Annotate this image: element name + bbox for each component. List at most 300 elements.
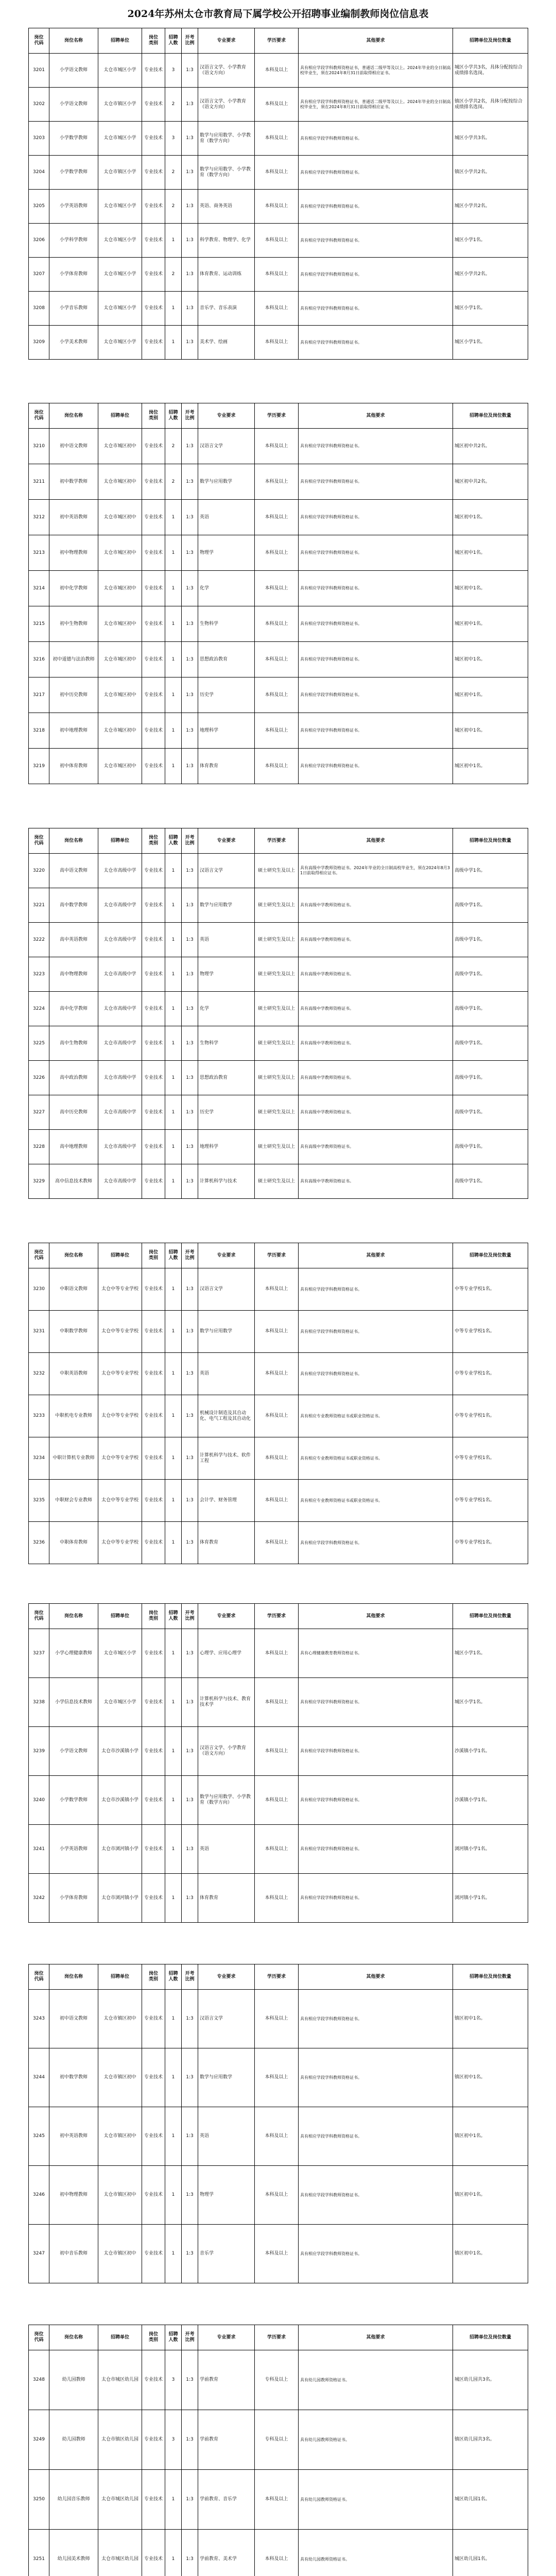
table-cell: 小学数学教师 [49, 122, 98, 156]
table-cell: 太仓市镇区初中 [98, 2225, 142, 2283]
table-cell: 硕士研究生及以上 [255, 1026, 299, 1061]
column-header: 招聘单位及岗位数量 [453, 403, 528, 429]
table-cell: 太仓中等专业学校 [98, 1437, 142, 1480]
table-cell: 1:3 [182, 258, 198, 292]
table-cell: 高中化学教师 [49, 992, 98, 1026]
table-cell: 1:3 [182, 571, 198, 606]
column-header: 专业要求 [198, 1964, 255, 1990]
table-cell: 数学与应用数学 [198, 464, 255, 500]
table-cell: 具有相应学段学科教师资格证书。 [299, 1727, 453, 1776]
table-cell: 心理学、应用心理学 [198, 1629, 255, 1678]
table-cell: 1:3 [182, 1353, 198, 1395]
table-cell: 具有相应学段学科教师资格证书。 [299, 642, 453, 677]
table-cell: 城区小学共3名，具体分配按综合成绩排名选岗。 [453, 54, 528, 88]
table-cell: 本科及以上 [255, 749, 299, 784]
table-row [29, 1990, 528, 2048]
table-row [29, 464, 528, 500]
document-title: 2024年苏州太仓市教育局下属学校公开招聘事业编制教师岗位信息表 [127, 8, 429, 20]
table-cell: 计算机科学与技术、软件工程 [198, 1437, 255, 1480]
column-header: 岗位名称 [49, 403, 98, 429]
table-cell: 太仓市镇区初中 [98, 1990, 142, 2048]
table-cell: 太仓市城区初中 [98, 429, 142, 464]
table-cell: 初中历史教师 [49, 677, 98, 713]
table-cell: 具有高级中学教师资格证书。 [299, 1061, 453, 1095]
column-header: 其他要求 [299, 828, 453, 854]
table-cell: 3208 [29, 292, 49, 326]
table-cell: 本科及以上 [255, 1437, 299, 1480]
table-cell: 物理学 [198, 957, 255, 992]
table-cell: 硕士研究生及以上 [255, 1130, 299, 1164]
table-cell: 城区初中1名。 [453, 500, 528, 535]
table-row [29, 88, 528, 122]
table-cell: 城区小学1名。 [453, 1629, 528, 1678]
table-cell: 本科及以上 [255, 1311, 299, 1353]
table-cell: 具有相应学段学科教师资格证书。 [299, 1268, 453, 1311]
column-header: 岗位名称 [49, 28, 98, 54]
table-cell: 太仓市高级中学 [98, 1026, 142, 1061]
table-row [29, 1061, 528, 1095]
table-cell: 本科及以上 [255, 1353, 299, 1395]
table-cell: 专业技术 [142, 1629, 165, 1678]
table-cell: 2 [165, 258, 182, 292]
table-cell: 1:3 [182, 156, 198, 190]
column-header: 岗位名称 [49, 1604, 98, 1629]
table-cell: 数学与应用数学、小学教育（数学方向） [198, 122, 255, 156]
table-row [29, 2350, 528, 2410]
table-cell: 太仓市城区幼儿园 [98, 2530, 142, 2576]
table-cell: 高中历史教师 [49, 1095, 98, 1130]
table-row [29, 224, 528, 258]
table-row [29, 1311, 528, 1353]
table-cell: 具有幼儿园教师资格证书。 [299, 2350, 453, 2410]
table-cell: 太仓市高级中学 [98, 888, 142, 923]
table-row [29, 888, 528, 923]
table-cell: 具有相应专业教师资格证书或职业资格证书。 [299, 1480, 453, 1522]
table-cell: 本科及以上 [255, 1629, 299, 1678]
table-cell: 硕士研究生及以上 [255, 992, 299, 1026]
table-header-row [29, 403, 528, 429]
table-cell: 太仓市沙溪镇小学 [98, 1727, 142, 1776]
table-cell: 高级中学1名。 [453, 1061, 528, 1095]
table-cell: 专业技术 [142, 535, 165, 571]
column-header: 岗位 类别 [142, 403, 165, 429]
table-row [29, 1629, 528, 1678]
table-cell: 3214 [29, 571, 49, 606]
table-cell: 浏河镇小学1名。 [453, 1874, 528, 1923]
table-cell: 专业技术 [142, 292, 165, 326]
table-cell: 沙溪镇小学1名。 [453, 1776, 528, 1825]
table-cell: 城区小学1名。 [453, 224, 528, 258]
table-cell: 3241 [29, 1825, 49, 1874]
table-cell: 太仓市城区初中 [98, 464, 142, 500]
table-cell: 镇区小学共2名，具体分配按综合成绩排名选岗。 [453, 88, 528, 122]
table-cell: 专科及以上 [255, 2350, 299, 2410]
table-cell: 镇区幼儿园共3名。 [453, 2410, 528, 2470]
table-cell: 1 [165, 1095, 182, 1130]
table-cell: 专业技术 [142, 156, 165, 190]
table-cell: 本科及以上 [255, 190, 299, 224]
table-cell: 1 [165, 1480, 182, 1522]
column-header: 岗位 类别 [142, 1964, 165, 1990]
table-cell: 高中信息技术教师 [49, 1164, 98, 1199]
table-cell: 初中体育教师 [49, 749, 98, 784]
table-cell: 初中地理教师 [49, 713, 98, 749]
table-cell: 1:3 [182, 1727, 198, 1776]
table-cell: 1 [165, 2048, 182, 2107]
table-cell: 1 [165, 1990, 182, 2048]
table-cell: 太仓市高级中学 [98, 923, 142, 957]
table-cell: 1:3 [182, 923, 198, 957]
table-cell: 初中数学教师 [49, 2048, 98, 2107]
table-cell: 英语 [198, 500, 255, 535]
column-header: 学历要求 [255, 828, 299, 854]
table-cell: 太仓中等专业学校 [98, 1311, 142, 1353]
table-cell: 3215 [29, 606, 49, 642]
table-cell: 城区初中共2名。 [453, 464, 528, 500]
table-cell: 3237 [29, 1629, 49, 1678]
table-cell: 3201 [29, 54, 49, 88]
table-row [29, 2225, 528, 2283]
table-cell: 本科及以上 [255, 54, 299, 88]
table-cell: 汉语言文学、小学教育（语文方向） [198, 54, 255, 88]
table-cell: 城区小学1名。 [453, 1678, 528, 1727]
column-header: 岗位 代码 [29, 1964, 49, 1990]
table-cell: 本科及以上 [255, 571, 299, 606]
column-header: 开考 比例 [182, 828, 198, 854]
table-cell: 太仓市镇区初中 [98, 2107, 142, 2166]
table-cell: 生物科学 [198, 606, 255, 642]
column-header: 招聘单位 [98, 1243, 142, 1268]
table-cell: 太仓中等专业学校 [98, 1395, 142, 1437]
table-cell: 具有相应学段学科教师资格证书，普通话二级甲等及以上。2024年毕业的全日制高校毕业生，须在2024年8月31日前取得相应证书。 [299, 88, 453, 122]
table-cell: 具有高级中学教师资格证书。2024年毕业的全日制高校毕业生，须在2024年8月31日前取得相应证书。 [299, 854, 453, 888]
table-cell: 太仓市高级中学 [98, 1061, 142, 1095]
table-cell: 1:3 [182, 1776, 198, 1825]
table-row [29, 713, 528, 749]
table-cell: 1:3 [182, 642, 198, 677]
table-cell: 专业技术 [142, 429, 165, 464]
table-cell: 1 [165, 1825, 182, 1874]
table-cell: 太仓市城区初中 [98, 713, 142, 749]
table-cell: 本科及以上 [255, 1678, 299, 1727]
table-cell: 具有高级中学教师资格证书。 [299, 1164, 453, 1199]
table-cell: 具有相应学段学科教师资格证书。 [299, 500, 453, 535]
table-cell: 1 [165, 1061, 182, 1095]
table-cell: 3239 [29, 1727, 49, 1776]
column-header: 岗位 代码 [29, 1243, 49, 1268]
table-cell: 1 [165, 500, 182, 535]
table-cell: 1:3 [182, 1437, 198, 1480]
table-row [29, 2530, 528, 2576]
table-row [29, 571, 528, 606]
table-cell: 高级中学1名。 [453, 1130, 528, 1164]
table-cell: 本科及以上 [255, 1522, 299, 1564]
column-header: 岗位名称 [49, 1243, 98, 1268]
table-cell: 1:3 [182, 1164, 198, 1199]
column-header: 招聘单位及岗位数量 [453, 1964, 528, 1990]
column-header: 学历要求 [255, 2325, 299, 2350]
table-cell: 体育教育、运动训练 [198, 258, 255, 292]
table-cell: 3204 [29, 156, 49, 190]
column-header: 岗位名称 [49, 2325, 98, 2350]
table-cell: 具有相应学段学科教师资格证书。 [299, 749, 453, 784]
table-cell: 3228 [29, 1130, 49, 1164]
table-row [29, 1095, 528, 1130]
table-cell: 1 [165, 1874, 182, 1923]
column-header: 岗位 代码 [29, 1604, 49, 1629]
column-header: 专业要求 [198, 828, 255, 854]
table-cell: 太仓市城区初中 [98, 677, 142, 713]
table-cell: 本科及以上 [255, 2107, 299, 2166]
table-row [29, 2470, 528, 2530]
table-cell: 数学与应用数学、小学教育（数学方向） [198, 156, 255, 190]
table-cell: 具有相应学段学科教师资格证书。 [299, 292, 453, 326]
table-cell: 1 [165, 2107, 182, 2166]
column-header: 开考 比例 [182, 1604, 198, 1629]
table-cell: 专业技术 [142, 1480, 165, 1522]
table-cell: 3216 [29, 642, 49, 677]
table-cell: 本科及以上 [255, 535, 299, 571]
table-cell: 音乐学、音乐表演 [198, 292, 255, 326]
table-cell: 具有相应学段学科教师资格证书。 [299, 1522, 453, 1564]
table-cell: 具有高级中学教师资格证书。 [299, 992, 453, 1026]
column-header: 开考 比例 [182, 1243, 198, 1268]
table-cell: 太仓市城区幼儿园 [98, 2470, 142, 2530]
table-cell: 专业技术 [142, 1353, 165, 1395]
recruitment-table [28, 1964, 528, 2283]
table-cell: 具有相应学段学科教师资格证书。 [299, 1353, 453, 1395]
table-cell: 初中数学教师 [49, 464, 98, 500]
table-cell: 太仓市城区初中 [98, 571, 142, 606]
recruitment-table [28, 28, 528, 360]
table-cell: 3210 [29, 429, 49, 464]
table-cell: 具有相应学段学科教师资格证书。 [299, 1311, 453, 1353]
column-header: 招聘 人数 [165, 1243, 182, 1268]
table-cell: 1:3 [182, 606, 198, 642]
table-cell: 太仓市高级中学 [98, 957, 142, 992]
table-cell: 硕士研究生及以上 [255, 957, 299, 992]
table-row [29, 54, 528, 88]
table-cell: 具有高级中学教师资格证书。 [299, 1130, 453, 1164]
table-cell: 小学英语教师 [49, 190, 98, 224]
table-cell: 体育教育 [198, 749, 255, 784]
table-cell: 3225 [29, 1026, 49, 1061]
table-cell: 专业技术 [142, 1164, 165, 1199]
column-header: 开考 比例 [182, 28, 198, 54]
table-cell: 本科及以上 [255, 292, 299, 326]
table-cell: 太仓市城区小学 [98, 190, 142, 224]
table-cell: 沙溪镇小学1名。 [453, 1727, 528, 1776]
table-header-row [29, 1964, 528, 1990]
table-cell: 数学与应用数学 [198, 888, 255, 923]
table-row [29, 500, 528, 535]
table-cell: 1:3 [182, 2048, 198, 2107]
table-cell: 城区初中1名。 [453, 677, 528, 713]
table-cell: 3212 [29, 500, 49, 535]
table-cell: 具有心理健康教育教师资格证书。 [299, 1629, 453, 1678]
table-cell: 小学数学教师 [49, 156, 98, 190]
table-cell: 本科及以上 [255, 156, 299, 190]
table-cell: 太仓市镇区幼儿园 [98, 2410, 142, 2470]
table-cell: 幼儿园教师 [49, 2350, 98, 2410]
table-cell: 小学语文教师 [49, 54, 98, 88]
table-cell: 具有高级中学教师资格证书。 [299, 957, 453, 992]
table-cell: 高中地理教师 [49, 1130, 98, 1164]
table-cell: 英语 [198, 2107, 255, 2166]
table-cell: 具有相应学段学科教师资格证书。 [299, 224, 453, 258]
column-header: 招聘单位及岗位数量 [453, 2325, 528, 2350]
table-cell: 本科及以上 [255, 88, 299, 122]
table-row [29, 1268, 528, 1311]
table-cell: 本科及以上 [255, 2048, 299, 2107]
table-cell: 小学语文教师 [49, 1727, 98, 1776]
table-cell: 3229 [29, 1164, 49, 1199]
table-cell: 3238 [29, 1678, 49, 1727]
table-cell: 中职英语教师 [49, 1353, 98, 1395]
table-cell: 3209 [29, 326, 49, 360]
table-cell: 1 [165, 1311, 182, 1353]
column-header: 招聘单位 [98, 828, 142, 854]
table-cell: 具有相应学段学科教师资格证书。 [299, 2166, 453, 2225]
table-cell: 学前教育、美术学 [198, 2530, 255, 2576]
table-row [29, 326, 528, 360]
table-cell: 3233 [29, 1395, 49, 1437]
table-header-row [29, 1604, 528, 1629]
table-row [29, 642, 528, 677]
table-cell: 1 [165, 1727, 182, 1776]
table-cell: 3217 [29, 677, 49, 713]
table-cell: 城区初中1名。 [453, 713, 528, 749]
table-cell: 3211 [29, 464, 49, 500]
table-header-row [29, 2325, 528, 2350]
table-cell: 化学 [198, 571, 255, 606]
table-cell: 3247 [29, 2225, 49, 2283]
table-cell: 本科及以上 [255, 642, 299, 677]
table-cell: 中职数学教师 [49, 1311, 98, 1353]
table-cell: 城区小学共3名。 [453, 122, 528, 156]
table-cell: 3235 [29, 1480, 49, 1522]
table-cell: 1 [165, 1522, 182, 1564]
table-cell: 初中道德与法治教师 [49, 642, 98, 677]
document-page [0, 1592, 556, 1942]
table-cell: 1:3 [182, 1026, 198, 1061]
table-cell: 专业技术 [142, 1311, 165, 1353]
table-cell: 3243 [29, 1990, 49, 2048]
table-cell: 3231 [29, 1311, 49, 1353]
table-row [29, 1353, 528, 1395]
table-cell: 1:3 [182, 992, 198, 1026]
column-header: 专业要求 [198, 1243, 255, 1268]
table-cell: 1:3 [182, 749, 198, 784]
table-cell: 本科及以上 [255, 677, 299, 713]
table-cell: 幼儿园美术教师 [49, 2530, 98, 2576]
recruitment-table [28, 2325, 528, 2576]
table-cell: 1:3 [182, 2350, 198, 2410]
table-cell: 1:3 [182, 1678, 198, 1727]
table-cell: 中等专业学校1名。 [453, 1437, 528, 1480]
table-cell: 幼儿园教师 [49, 2410, 98, 2470]
table-cell: 3224 [29, 992, 49, 1026]
table-cell: 太仓市城区小学 [98, 54, 142, 88]
table-cell: 计算机科学与技术、教育技术学 [198, 1678, 255, 1727]
table-cell: 具有相应学段学科教师资格证书。 [299, 258, 453, 292]
table-row [29, 2410, 528, 2470]
table-cell: 1 [165, 1776, 182, 1825]
table-cell: 中等专业学校1名。 [453, 1395, 528, 1437]
table-cell: 小学音乐教师 [49, 292, 98, 326]
table-cell: 专业技术 [142, 88, 165, 122]
table-cell: 专业技术 [142, 122, 165, 156]
table-cell: 专业技术 [142, 957, 165, 992]
table-cell: 1 [165, 1353, 182, 1395]
table-cell: 太仓市城区小学 [98, 1629, 142, 1678]
column-header: 招聘单位及岗位数量 [453, 1604, 528, 1629]
table-cell: 太仓市高级中学 [98, 1095, 142, 1130]
table-cell: 本科及以上 [255, 1727, 299, 1776]
table-cell: 中职计算机专业教师 [49, 1437, 98, 1480]
table-cell: 硕士研究生及以上 [255, 854, 299, 888]
table-cell: 太仓中等专业学校 [98, 1480, 142, 1522]
table-cell: 2 [165, 88, 182, 122]
table-cell: 1:3 [182, 2470, 198, 2530]
table-cell: 初中语文教师 [49, 429, 98, 464]
column-header: 招聘 人数 [165, 28, 182, 54]
table-cell: 3244 [29, 2048, 49, 2107]
table-cell: 1 [165, 326, 182, 360]
table-cell: 高级中学1名。 [453, 957, 528, 992]
table-cell: 3246 [29, 2166, 49, 2225]
table-cell: 具有相应学段学科教师资格证书。 [299, 156, 453, 190]
table-cell: 城区初中1名。 [453, 642, 528, 677]
table-cell: 1:3 [182, 2225, 198, 2283]
table-cell: 城区小学共2名。 [453, 190, 528, 224]
table-cell: 初中英语教师 [49, 500, 98, 535]
table-cell: 本科及以上 [255, 2530, 299, 2576]
table-cell: 具有相应学段学科教师资格证书。 [299, 122, 453, 156]
table-cell: 3206 [29, 224, 49, 258]
table-cell: 1:3 [182, 2107, 198, 2166]
table-header-row [29, 1243, 528, 1268]
table-cell: 3222 [29, 923, 49, 957]
table-cell: 3249 [29, 2410, 49, 2470]
table-cell: 1 [165, 854, 182, 888]
table-cell: 本科及以上 [255, 2166, 299, 2225]
table-cell: 本科及以上 [255, 606, 299, 642]
table-cell: 城区幼儿园共3名。 [453, 2350, 528, 2410]
table-cell: 会计学、财务管理 [198, 1480, 255, 1522]
table-cell: 专科及以上 [255, 2410, 299, 2470]
column-header: 招聘单位及岗位数量 [453, 28, 528, 54]
table-cell: 专业技术 [142, 1437, 165, 1480]
table-cell: 具有相应学段学科教师资格证书。 [299, 1990, 453, 2048]
table-cell: 1 [165, 535, 182, 571]
table-cell: 专业技术 [142, 1026, 165, 1061]
table-cell: 中等专业学校1名。 [453, 1480, 528, 1522]
recruitment-table [28, 828, 528, 1199]
table-cell: 3218 [29, 713, 49, 749]
table-row [29, 1395, 528, 1437]
table-cell: 高级中学1名。 [453, 854, 528, 888]
table-cell: 3207 [29, 258, 49, 292]
table-cell: 专业技术 [142, 464, 165, 500]
column-header: 招聘单位 [98, 2325, 142, 2350]
column-header: 招聘 人数 [165, 403, 182, 429]
table-cell: 城区幼儿园1名。 [453, 2470, 528, 2530]
table-cell: 小学心理健康教师 [49, 1629, 98, 1678]
table-cell: 1:3 [182, 1268, 198, 1311]
table-cell: 1:3 [182, 429, 198, 464]
table-cell: 1 [165, 1164, 182, 1199]
